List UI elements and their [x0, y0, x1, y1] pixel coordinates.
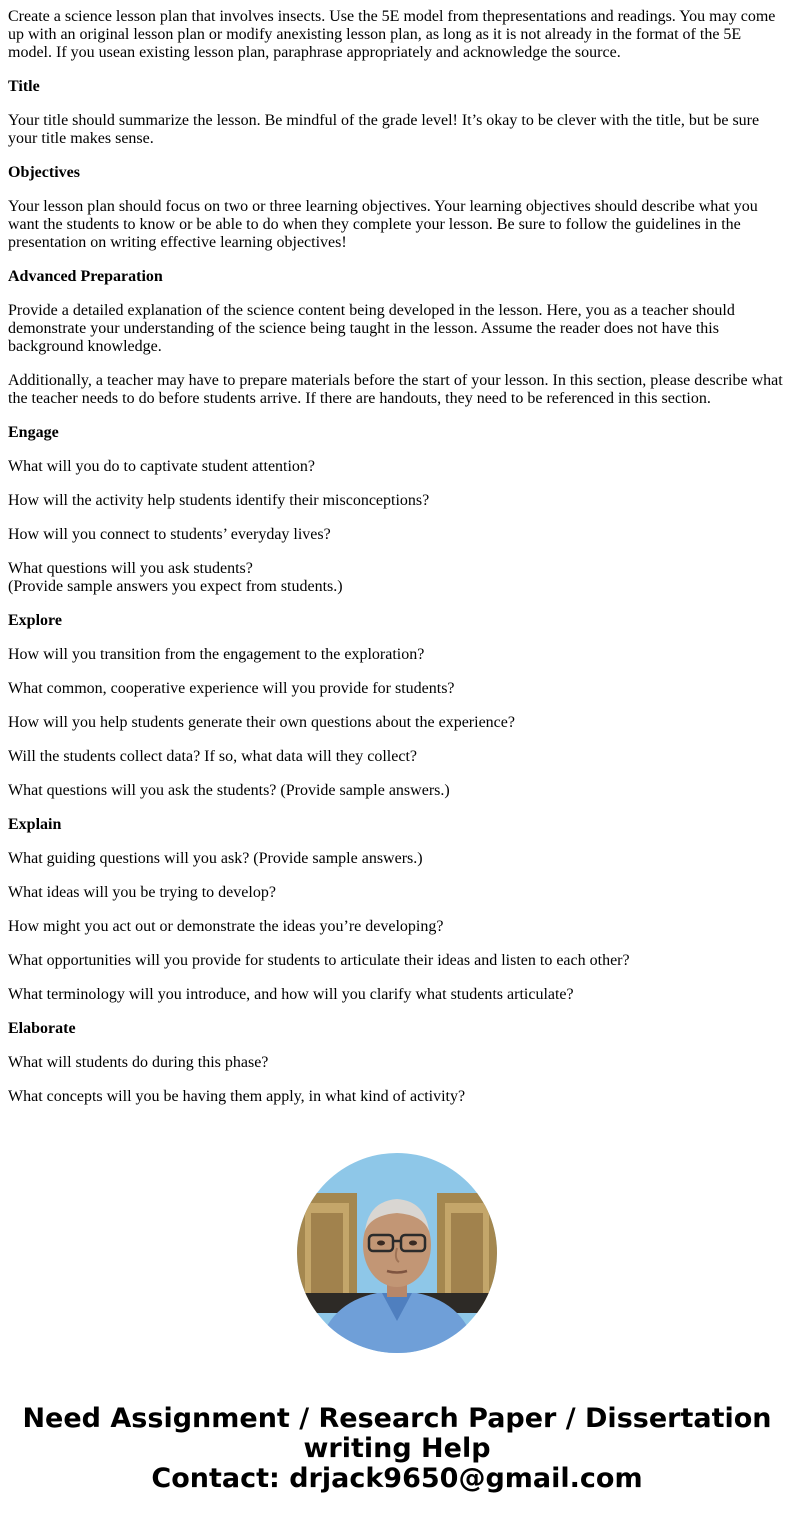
- title-paragraph: Your title should summarize the lesson. Be mindful of the grade level! It’s okay to be clever with the title, but be sure your title makes sense.: [8, 112, 760, 147]
- advanced-preparation-paragraph-1: Provide a detailed explanation of the science content being developed in the lesson. Here, you as a teacher should demonstrate your understanding of the science being taught in the lesson. Assume the reader does not have this background knowledge.: [8, 302, 735, 355]
- heading-title: Title: [8, 78, 40, 95]
- explain-question-1: What guiding questions will you ask? (Provide sample answers.): [8, 850, 423, 867]
- explore-question-3: How will you help students generate their own questions about the experience?: [8, 714, 515, 731]
- intro-paragraph: Create a science lesson plan that involves insects. Use the 5E model from thepresentations and readings. You may come up with an original lesson plan or modify anexisting lesson plan, as long as it is not already in the format of the 5E model. If you usean existing lesson plan, paraphrase appropriately and acknowledge the source.: [8, 8, 776, 61]
- explore-question-5: What questions will you ask the students? (Provide sample answers.): [8, 782, 450, 799]
- engage-question-1: What will you do to captivate student attention?: [8, 458, 316, 475]
- elaborate-question-2: What concepts will you be having them apply, in what kind of activity?: [8, 1088, 466, 1105]
- author-portrait-image: [297, 1153, 497, 1353]
- promo-line-1: Need Assignment / Research Paper / Dissertation: [22, 1403, 772, 1434]
- advanced-preparation-paragraph-2: Additionally, a teacher may have to prepare materials before the start of your lesson. In this section, please describe what the teacher needs to do before students arrive. If there are handouts, they need to be referenced in this section.: [8, 372, 783, 407]
- author-avatar: [297, 1153, 497, 1353]
- explore-question-2: What common, cooperative experience will you provide for students?: [8, 680, 455, 697]
- engage-question-4-line-1: What questions will you ask students?: [8, 560, 253, 577]
- explore-question-4: Will the students collect data? If so, what data will they collect?: [8, 748, 417, 765]
- heading-explore: Explore: [8, 612, 62, 629]
- explain-question-4: What opportunities will you provide for students to articulate their ideas and listen to each other?: [8, 952, 630, 969]
- objectives-paragraph: Your lesson plan should focus on two or three learning objectives. Your learning objectives should describe what you want the students to know or be able to do when they complete your lesson. Be sure to follow the guidelines in the presentation on writing effective learning objectives!: [8, 198, 758, 251]
- engage-question-4-line-2: (Provide sample answers you expect from students.): [8, 578, 343, 595]
- explain-question-2: What ideas will you be trying to develop?: [8, 884, 276, 901]
- heading-engage: Engage: [8, 424, 59, 441]
- explain-question-3: How might you act out or demonstrate the ideas you’re developing?: [8, 918, 444, 935]
- engage-question-3: How will you connect to students’ everyday lives?: [8, 526, 331, 543]
- heading-objectives: Objectives: [8, 164, 80, 181]
- engage-question-2: How will the activity help students identify their misconceptions?: [8, 492, 430, 509]
- engage-question-4: [8, 560, 786, 596]
- elaborate-question-1: What will students do during this phase?: [8, 1054, 269, 1071]
- promo-line-2: writing Help: [303, 1433, 491, 1464]
- explore-question-1: How will you transition from the engagement to the exploration?: [8, 646, 425, 663]
- heading-elaborate: Elaborate: [8, 1020, 76, 1037]
- promo-contact-line: Contact: drjack9650@gmail.com: [151, 1463, 643, 1494]
- explain-question-5: What terminology will you introduce, and how will you clarify what students articulate?: [8, 986, 574, 1003]
- heading-explain: Explain: [8, 816, 62, 833]
- promo-banner: [0, 1404, 794, 1494]
- heading-advanced-preparation: Advanced Preparation: [8, 268, 163, 285]
- lesson-plan-document: [8, 8, 786, 1122]
